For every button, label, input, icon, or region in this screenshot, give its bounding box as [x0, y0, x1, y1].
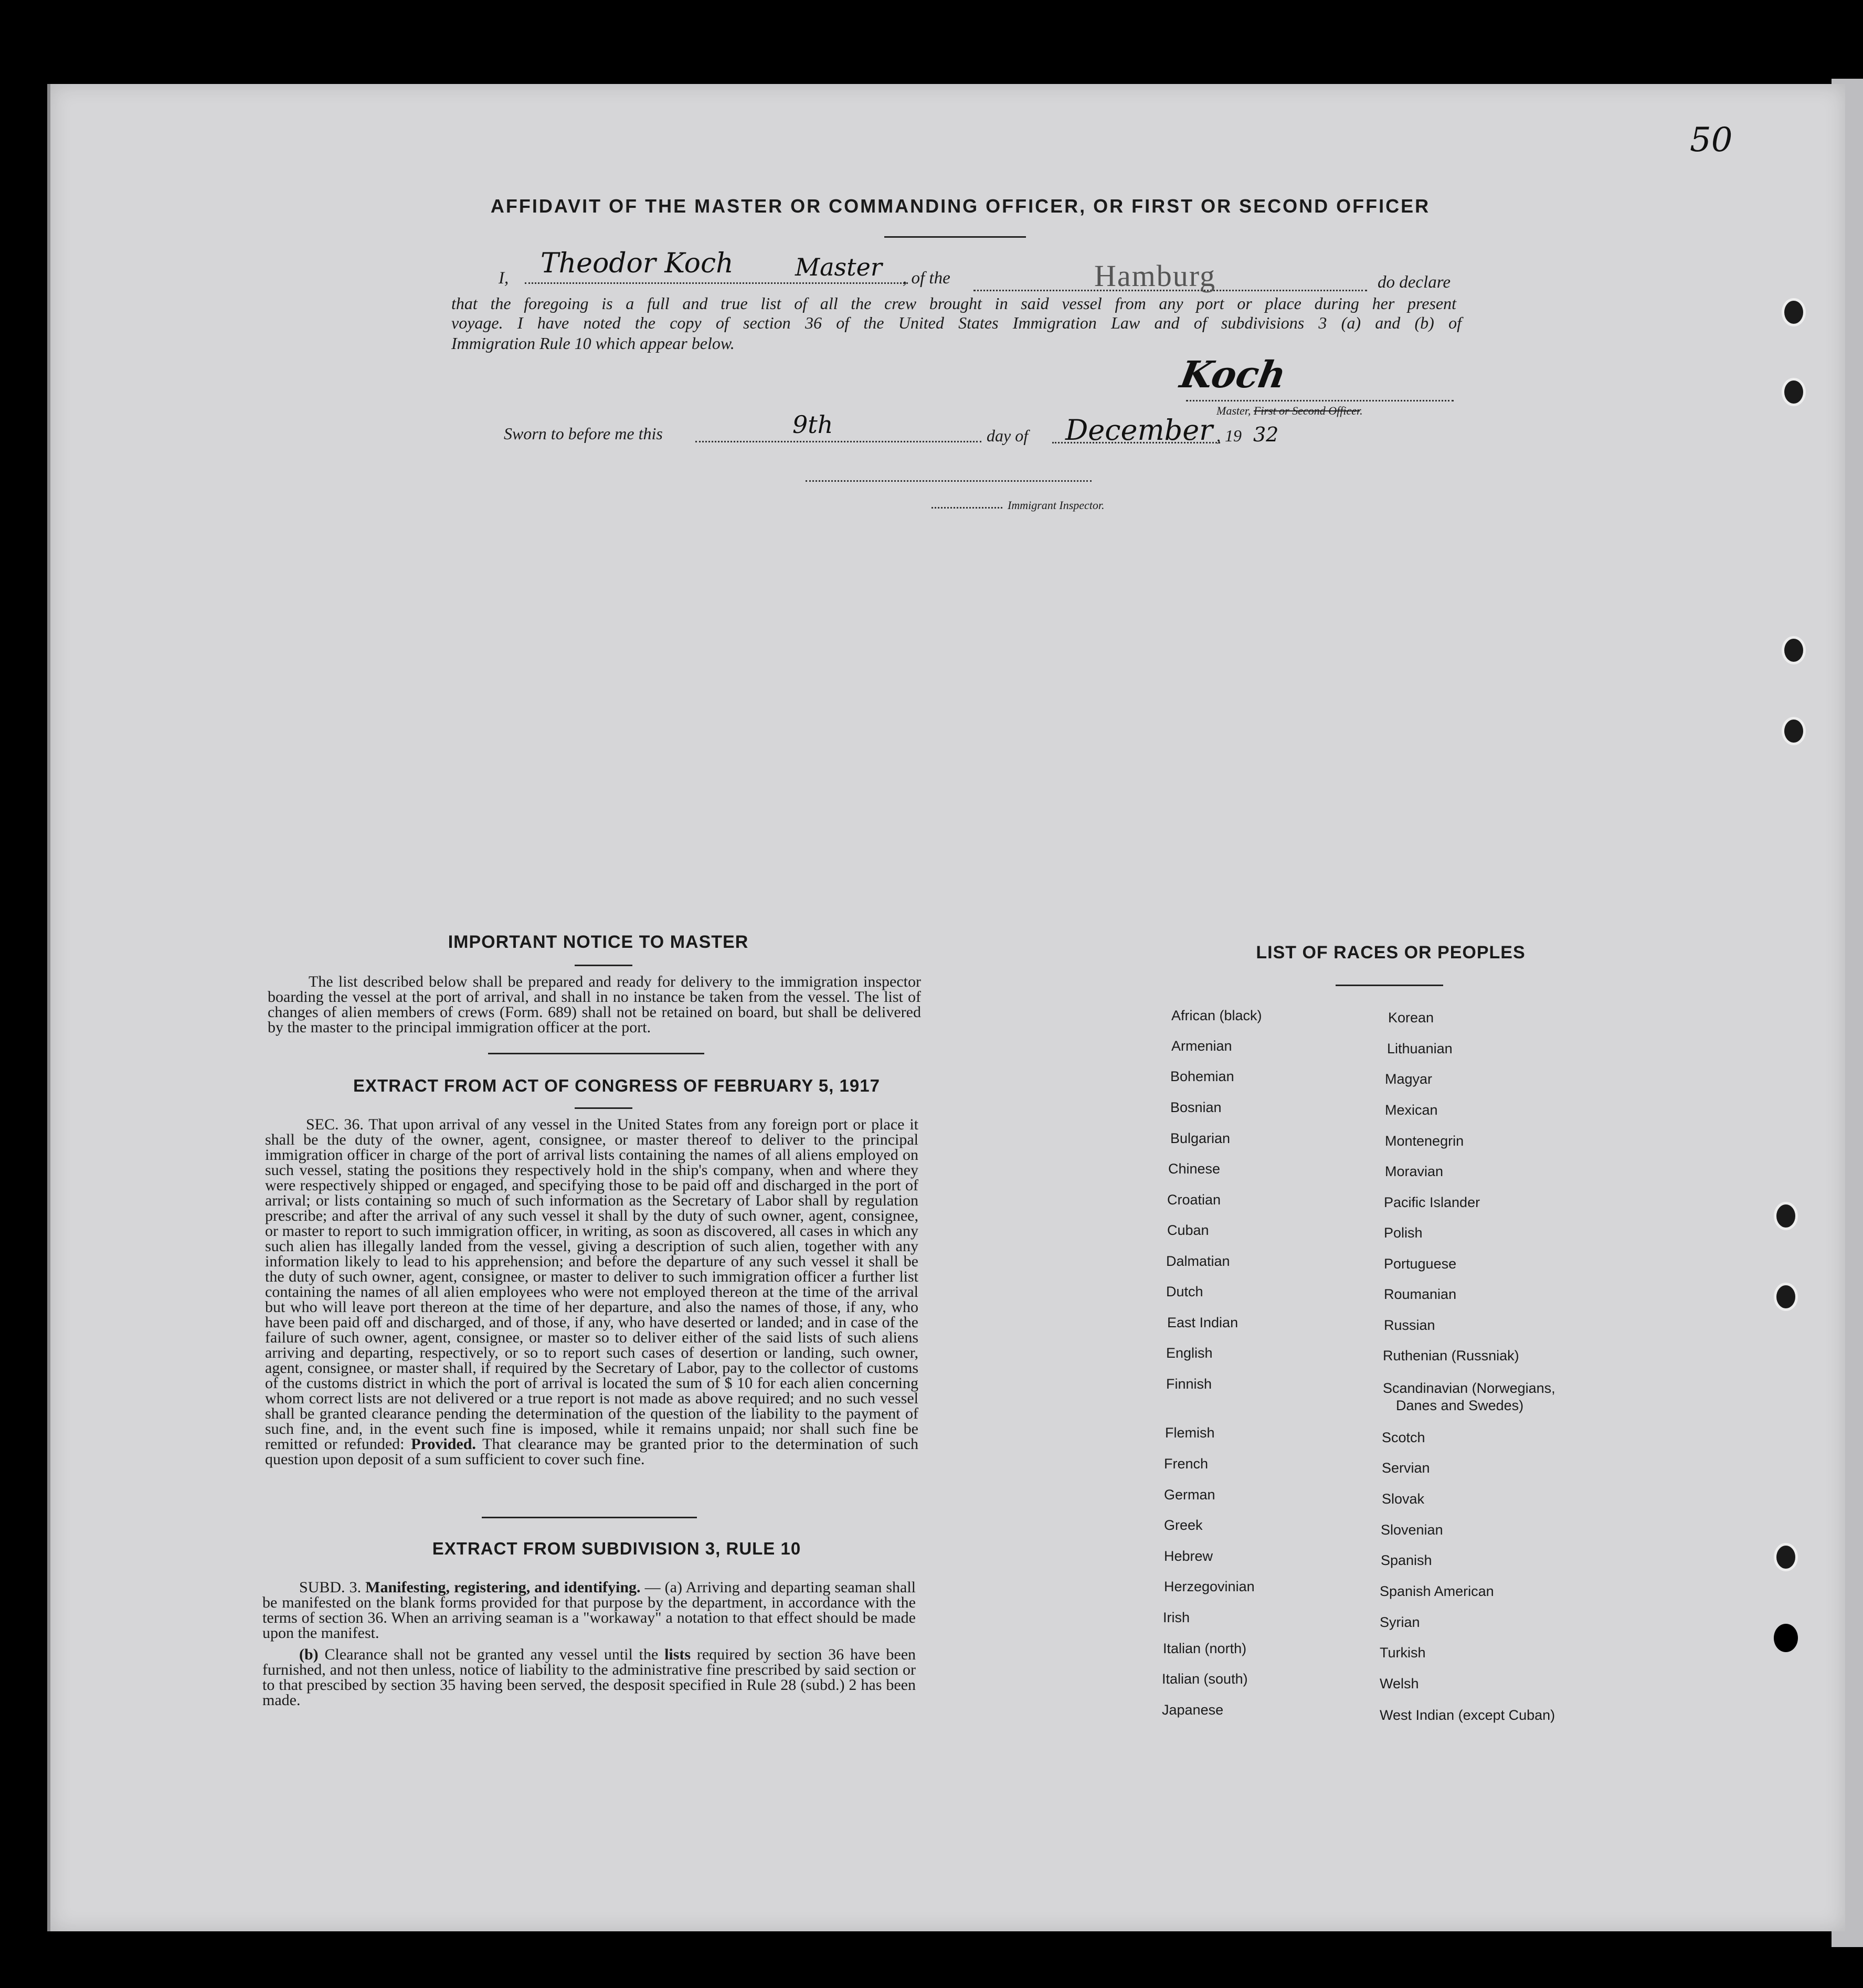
rule10-lists: lists: [664, 1646, 691, 1663]
race-item: Herzegovinian: [1164, 1579, 1255, 1594]
sworn-day-handwritten: 9th: [792, 410, 833, 439]
binder-hole: [1782, 717, 1806, 745]
affidavit-line-4: Immigration Rule 10 which appear below.: [451, 334, 735, 353]
race-item: Bosnian: [1170, 1099, 1222, 1115]
race-item: Mexican: [1385, 1102, 1438, 1118]
rule10-subd-heading: Manifesting, registering, and identifying.: [365, 1579, 641, 1596]
race-item: Dutch: [1166, 1284, 1203, 1299]
rule10-subd: SUBD. 3.: [299, 1579, 362, 1596]
day-of-label: day of: [987, 426, 1029, 445]
sworn-day-line: [695, 441, 981, 442]
race-item: Montenegrin: [1385, 1133, 1464, 1149]
race-item: Ruthenian (Russniak): [1383, 1348, 1519, 1363]
notice-title: IMPORTANT NOTICE TO MASTER: [448, 932, 749, 952]
race-item: Finnish: [1166, 1376, 1212, 1392]
race-item: Croatian: [1167, 1192, 1221, 1208]
affidavit-i-label: I,: [499, 269, 509, 288]
race-item: West Indian (except Cuban): [1380, 1707, 1555, 1723]
rule10-para-b-text-1: Clearance shall not be granted any vessel until the: [324, 1646, 659, 1663]
race-item: Scandinavian (Norwegians,: [1383, 1380, 1555, 1396]
binder-hole: [1782, 298, 1806, 326]
binder-hole: [1774, 1543, 1798, 1571]
rule10-para-a-text: — (a) Arriving and departing seaman shall be manifested on the blank forms provided for that purpose by the department, in accordance with the terms of section 36. When an arriving seaman is a "workaway" a notation to that effect should be made upon the manifest.: [262, 1579, 916, 1642]
master-name-handwritten: Theodor Koch: [541, 248, 734, 279]
inspector-caption: Immigrant Inspector.: [1008, 499, 1105, 512]
race-item: Welsh: [1380, 1676, 1419, 1691]
race-item: Japanese: [1162, 1702, 1224, 1718]
race-item: German: [1164, 1487, 1215, 1503]
race-item: Chinese: [1168, 1161, 1221, 1177]
act-title: EXTRACT FROM ACT OF CONGRESS OF FEBRUARY 5, 1917: [353, 1076, 880, 1095]
race-item: Bohemian: [1170, 1069, 1234, 1084]
divider: [884, 236, 1026, 238]
race-item: Pacific Islander: [1384, 1194, 1480, 1210]
binder-hole: [1774, 1283, 1798, 1311]
race-item: Servian: [1382, 1460, 1430, 1476]
rule10-para-b-text-2: required by section 36 have been furnished, and not then unless, notice of liability to the administrative fine prescribed by said section or to that prescibed by section 35 having been served, the desposit specified in Rule 28 (subd.) 2 has been made.: [262, 1646, 916, 1709]
rule10-para-b-lead: (b): [299, 1646, 319, 1663]
act-provided: Provided.: [411, 1435, 476, 1453]
master-caption: Master,: [1216, 404, 1251, 417]
sworn-label: Sworn to before me this: [504, 424, 663, 443]
rule10-para-b: [262, 1647, 916, 1708]
year-handwritten: 32: [1253, 423, 1279, 446]
rule10-title: EXTRACT FROM SUBDIVISION 3, RULE 10: [432, 1539, 801, 1558]
divider: [575, 965, 632, 966]
race-item: Italian (north): [1163, 1641, 1247, 1656]
divider: [482, 1517, 697, 1518]
act-body-end: That clearance may be granted prior to the determination of such question upon deposit of a sum sufficient to cover such fine.: [265, 1435, 918, 1468]
race-item: Polish: [1384, 1225, 1423, 1241]
race-item: Scotch: [1382, 1430, 1425, 1445]
race-item: Slovak: [1382, 1491, 1425, 1507]
race-item: Irish: [1163, 1610, 1190, 1625]
race-item: Bulgarian: [1170, 1130, 1231, 1146]
race-item: Syrian: [1380, 1614, 1420, 1630]
race-item: Italian (south): [1162, 1671, 1248, 1687]
race-item: Roumanian: [1384, 1286, 1457, 1302]
divider: [488, 1053, 704, 1054]
race-item: Armenian: [1171, 1038, 1232, 1054]
race-item: Spanish: [1381, 1552, 1432, 1568]
races-title: LIST OF RACES OR PEOPLES: [1256, 943, 1526, 963]
race-item: Korean: [1388, 1010, 1434, 1025]
divider: [575, 1107, 632, 1109]
vessel-name-stamp: Hamburg: [1094, 259, 1216, 293]
race-item: Danes and Swedes): [1396, 1398, 1524, 1413]
race-item: Dalmatian: [1166, 1253, 1230, 1269]
act-body-text: SEC. 36. That upon arrival of any vessel in the United States from any foreign port or place it shall be the duty of the owner, agent, consignee, or master thereof to deliver to the principal immigration officer in charge of the port of arrival lists containing the names of all aliens employed on such vessel, stating the positions they respectively hold in the ship's company, when and where they were respectively shipped or engaged, and specifying those to be paid off and discharged in the port of arrival; or lists containing so much of such information as the Secretary of Labor shall by regulation prescribe; and after the arrival of any such vessel it shall by the duty of such owner, agent, consignee, or master to report to such immigration officer, in writing, as soon as discovered, all cases in which any such alien has illegally landed from the vessel, giving a description of such alien, together with any information likely to lead to his apprehension; and before the departure of any such vessel it shall be the duty of such owner, agent, consignee, or master to deliver to such immigration officer a further list containing the names of all alien employees who were not employed thereon at the time of the arrival but who will leave port thereon at the time of her departure, and also the names of those, if any, who have been paid off and discharged, and of those, if any, who have deserted or landed; and in case of the failure of such owner, agent, consignee, or master so to deliver either of the said lists of such aliens arriving and departing, respectively, or so to report such cases of desertion or landing, such owner, agent, consignee, or master shall, if required by the Secretary of Labor, pay to the collector of customs of the customs district in which the port of arrival is located the sum of $ 10 for each alien concerning whom correct lists are not delivered or a true report is not made as above required; and no such vessel shall be granted clearance pending the determination of the question of the liability to the payment of such fine, and, in the event such fine is imposed, while it remains unpaid; nor shall such fine be remitted or refunded:: [265, 1116, 918, 1453]
race-item: English: [1166, 1345, 1213, 1361]
notice-body: The list described below shall be prepared and ready for delivery to the immigration inspector boarding the vessel at the port of arrival, and shall in no instance be taken from the vessel. The list of changes of alien members of crews (Form. 689) shall not be retained on board, but shall be delivered by the master to the principal immigration officer at the port.: [268, 973, 921, 1036]
binder-hole: [1782, 636, 1806, 664]
inspector-caption-line: [932, 507, 1002, 509]
race-item: Moravian: [1385, 1164, 1444, 1179]
race-item: Cuban: [1167, 1222, 1209, 1238]
race-item: Portuguese: [1384, 1256, 1457, 1272]
month-handwritten: December: [1065, 414, 1213, 447]
master-signature: Koch: [1177, 353, 1289, 396]
race-item: French: [1164, 1456, 1209, 1472]
struck-officer-caption: First or Second Officer: [1253, 404, 1360, 417]
binder-hole: [1774, 1202, 1798, 1230]
race-item: Russian: [1384, 1317, 1435, 1333]
affidavit-title: AFFIDAVIT OF THE MASTER OR COMMANDING OFFICER, OR FIRST OR SECOND OFFICER: [490, 195, 1431, 217]
rule10-para-a: [262, 1580, 916, 1641]
binder-hole: [1782, 378, 1806, 406]
race-item: African (black): [1171, 1008, 1262, 1023]
name-line: [525, 282, 908, 284]
affidavit-line-3: voyage. I have noted the copy of section 36 of the United States Immigration Law and of subdivisions 3 (a) and (b) of: [451, 313, 1462, 332]
corner-page-number: 50: [1690, 121, 1733, 160]
rank-handwritten: Master: [795, 253, 882, 281]
act-body: [265, 1117, 918, 1467]
do-declare-label: do declare: [1378, 273, 1451, 292]
year-prefix: , 19: [1216, 426, 1242, 445]
inspector-signature-line: [806, 480, 1092, 482]
race-item: Hebrew: [1164, 1548, 1213, 1564]
race-item: East Indian: [1167, 1315, 1239, 1330]
race-item: Turkish: [1380, 1645, 1426, 1661]
signature-caption: Master, First or Second Officer.: [1216, 404, 1363, 417]
binder-hole: [1774, 1624, 1798, 1652]
race-item: Magyar: [1385, 1071, 1433, 1087]
race-item: Greek: [1164, 1517, 1203, 1533]
of-the-label: , of the: [903, 269, 950, 288]
race-item: Flemish: [1165, 1425, 1215, 1441]
affidavit-line-2: that the foregoing is a full and true list of all the crew brought in said vessel from any port or place during her present: [451, 294, 1456, 313]
race-item: Slovenian: [1381, 1522, 1443, 1538]
race-item: Lithuanian: [1387, 1041, 1453, 1056]
signature-line: [1186, 400, 1454, 401]
divider: [1336, 985, 1443, 986]
race-item: Spanish American: [1380, 1583, 1494, 1599]
